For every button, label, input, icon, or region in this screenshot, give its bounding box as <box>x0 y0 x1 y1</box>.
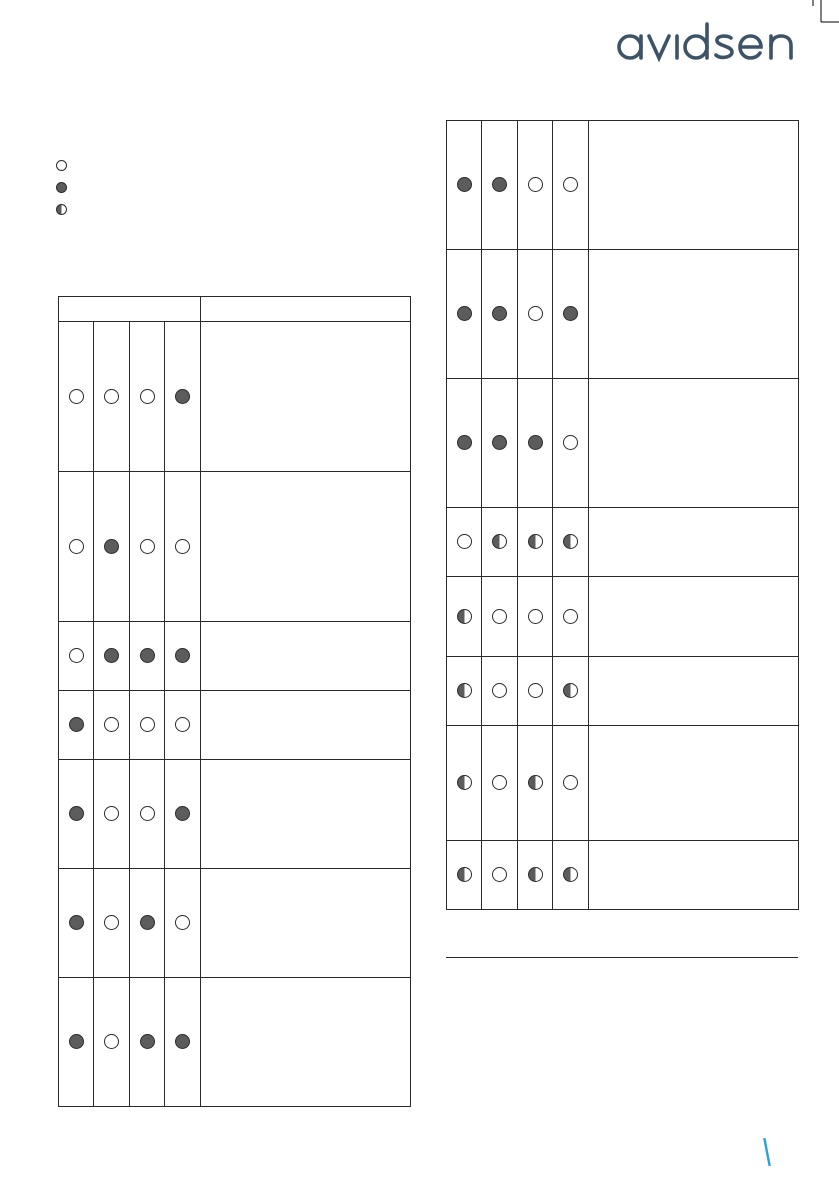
led-cell-1 <box>447 379 482 508</box>
led-on-icon <box>457 177 472 192</box>
led-cell-3 <box>518 577 553 657</box>
led-cell-3 <box>518 657 553 726</box>
status-description <box>589 121 799 250</box>
table-row <box>447 657 799 726</box>
table-row <box>447 841 799 910</box>
led-cell-3 <box>518 379 553 508</box>
led-cell-1 <box>447 508 482 577</box>
led-cell-2 <box>94 691 130 760</box>
led-cell-2 <box>94 622 130 691</box>
status-description <box>589 379 799 508</box>
led-cell-1 <box>59 760 94 869</box>
led-cell-2 <box>482 379 518 508</box>
led-off-icon <box>563 435 578 450</box>
led-half-icon <box>528 775 543 790</box>
table-row <box>447 577 799 657</box>
led-on-icon <box>69 717 84 732</box>
led-on-icon <box>69 915 84 930</box>
led-off-icon <box>528 177 543 192</box>
led-on-icon <box>104 539 119 554</box>
led-half-icon <box>457 775 472 790</box>
table-row <box>59 622 411 691</box>
led-cell-1 <box>59 622 94 691</box>
table-row <box>59 869 411 978</box>
status-description <box>201 691 411 760</box>
led-cell-1 <box>447 657 482 726</box>
led-cell-2 <box>94 978 130 1107</box>
led-off-icon <box>528 609 543 624</box>
status-description <box>589 657 799 726</box>
led-cell-3 <box>518 250 553 379</box>
led-cell-3 <box>518 841 553 910</box>
avidsen-logo <box>616 20 802 64</box>
led-off-icon <box>140 539 155 554</box>
led-off-icon <box>104 915 119 930</box>
led-off-icon <box>492 609 507 624</box>
led-cell-2 <box>482 508 518 577</box>
led-off-icon <box>104 806 119 821</box>
led-cell-3 <box>130 978 165 1107</box>
table-row <box>59 691 411 760</box>
status-description <box>589 726 799 841</box>
table-row <box>447 726 799 841</box>
led-off-icon <box>69 648 84 663</box>
led-cell-4 <box>553 508 589 577</box>
led-half-icon <box>563 683 578 698</box>
led-on-icon <box>175 806 190 821</box>
led-cell-4 <box>165 322 201 472</box>
led-on-icon <box>492 435 507 450</box>
table-header-row <box>59 297 411 322</box>
status-description <box>201 760 411 869</box>
led-off-icon <box>492 867 507 882</box>
crop-mark <box>811 0 839 30</box>
led-off-icon <box>56 160 67 171</box>
led-cell-1 <box>447 841 482 910</box>
led-half-icon <box>528 867 543 882</box>
status-description <box>589 250 799 379</box>
led-cell-1 <box>59 691 94 760</box>
led-off-icon <box>140 717 155 732</box>
led-cell-3 <box>130 691 165 760</box>
led-half-icon <box>563 534 578 549</box>
led-on-icon <box>69 1034 84 1049</box>
led-cell-4 <box>553 577 589 657</box>
led-cell-1 <box>447 726 482 841</box>
led-half-icon <box>457 609 472 624</box>
led-status-table-left <box>58 296 411 1107</box>
led-cell-2 <box>482 841 518 910</box>
led-legend <box>56 154 75 220</box>
led-off-icon <box>175 539 190 554</box>
led-cell-3 <box>518 726 553 841</box>
led-cell-4 <box>165 691 201 760</box>
status-description <box>201 322 411 472</box>
led-cell-2 <box>482 657 518 726</box>
table-row <box>59 472 411 622</box>
led-half-icon <box>457 683 472 698</box>
led-cell-4 <box>165 978 201 1107</box>
led-on-icon <box>175 1034 190 1049</box>
led-off-icon <box>528 306 543 321</box>
led-on-icon <box>140 915 155 930</box>
table-row <box>59 322 411 472</box>
led-off-icon <box>492 775 507 790</box>
led-cell-4 <box>553 841 589 910</box>
led-cell-3 <box>518 508 553 577</box>
led-cell-2 <box>482 250 518 379</box>
led-off-icon <box>140 806 155 821</box>
led-off-icon <box>492 683 507 698</box>
led-cell-4 <box>553 726 589 841</box>
led-on-icon <box>175 389 190 404</box>
table-row <box>447 121 799 250</box>
separator-line <box>446 957 798 958</box>
led-off-icon <box>104 1034 119 1049</box>
status-description <box>201 978 411 1107</box>
led-cell-2 <box>94 869 130 978</box>
led-cell-1 <box>59 472 94 622</box>
legend-item <box>56 198 75 220</box>
led-cell-2 <box>94 472 130 622</box>
led-off-icon <box>563 609 578 624</box>
led-cell-1 <box>59 322 94 472</box>
led-cell-4 <box>165 869 201 978</box>
led-cell-1 <box>447 121 482 250</box>
led-cell-1 <box>447 250 482 379</box>
led-off-icon <box>175 717 190 732</box>
status-description <box>201 622 411 691</box>
description-header <box>201 297 411 322</box>
led-cell-2 <box>482 577 518 657</box>
led-off-icon <box>140 389 155 404</box>
table-row <box>59 978 411 1107</box>
led-cell-3 <box>130 869 165 978</box>
led-cell-3 <box>518 121 553 250</box>
led-on-icon <box>140 648 155 663</box>
led-on-icon <box>457 435 472 450</box>
led-cell-2 <box>482 121 518 250</box>
led-half-icon <box>563 867 578 882</box>
led-cell-3 <box>130 472 165 622</box>
status-description <box>201 869 411 978</box>
led-cell-4 <box>165 760 201 869</box>
led-off-icon <box>175 915 190 930</box>
led-off-icon <box>104 717 119 732</box>
led-on-icon <box>175 648 190 663</box>
led-on-icon <box>140 1034 155 1049</box>
led-on-icon <box>492 177 507 192</box>
table-row <box>447 508 799 577</box>
led-cell-4 <box>553 657 589 726</box>
led-on-icon <box>563 306 578 321</box>
led-cell-3 <box>130 322 165 472</box>
table-row <box>59 760 411 869</box>
led-on-icon <box>457 306 472 321</box>
legend-item <box>56 176 75 198</box>
led-cell-4 <box>165 622 201 691</box>
table-row <box>447 379 799 508</box>
page-marker-slash <box>763 1138 771 1166</box>
led-cell-4 <box>553 250 589 379</box>
led-off-icon <box>104 389 119 404</box>
led-cell-1 <box>59 869 94 978</box>
led-half-icon <box>457 867 472 882</box>
leds-header <box>59 297 201 322</box>
led-off-icon <box>457 534 472 549</box>
led-cell-1 <box>59 978 94 1107</box>
led-half-icon <box>492 534 507 549</box>
led-cell-1 <box>447 577 482 657</box>
led-on-icon <box>69 806 84 821</box>
led-off-icon <box>563 775 578 790</box>
status-description <box>589 577 799 657</box>
led-half-icon <box>528 534 543 549</box>
led-on-icon <box>528 435 543 450</box>
led-off-icon <box>69 539 84 554</box>
led-on-icon <box>56 182 67 193</box>
led-on-icon <box>492 306 507 321</box>
led-cell-3 <box>130 622 165 691</box>
led-half-icon <box>56 204 67 215</box>
led-cell-2 <box>94 760 130 869</box>
led-cell-2 <box>482 726 518 841</box>
status-description <box>589 508 799 577</box>
led-off-icon <box>528 683 543 698</box>
led-on-icon <box>104 648 119 663</box>
led-cell-2 <box>94 322 130 472</box>
table-row <box>447 250 799 379</box>
led-status-table-right <box>446 120 799 910</box>
led-off-icon <box>69 389 84 404</box>
status-description <box>201 472 411 622</box>
led-cell-4 <box>553 379 589 508</box>
led-cell-4 <box>553 121 589 250</box>
status-description <box>589 841 799 910</box>
led-cell-4 <box>165 472 201 622</box>
led-cell-3 <box>130 760 165 869</box>
led-off-icon <box>563 177 578 192</box>
legend-item <box>56 154 75 176</box>
